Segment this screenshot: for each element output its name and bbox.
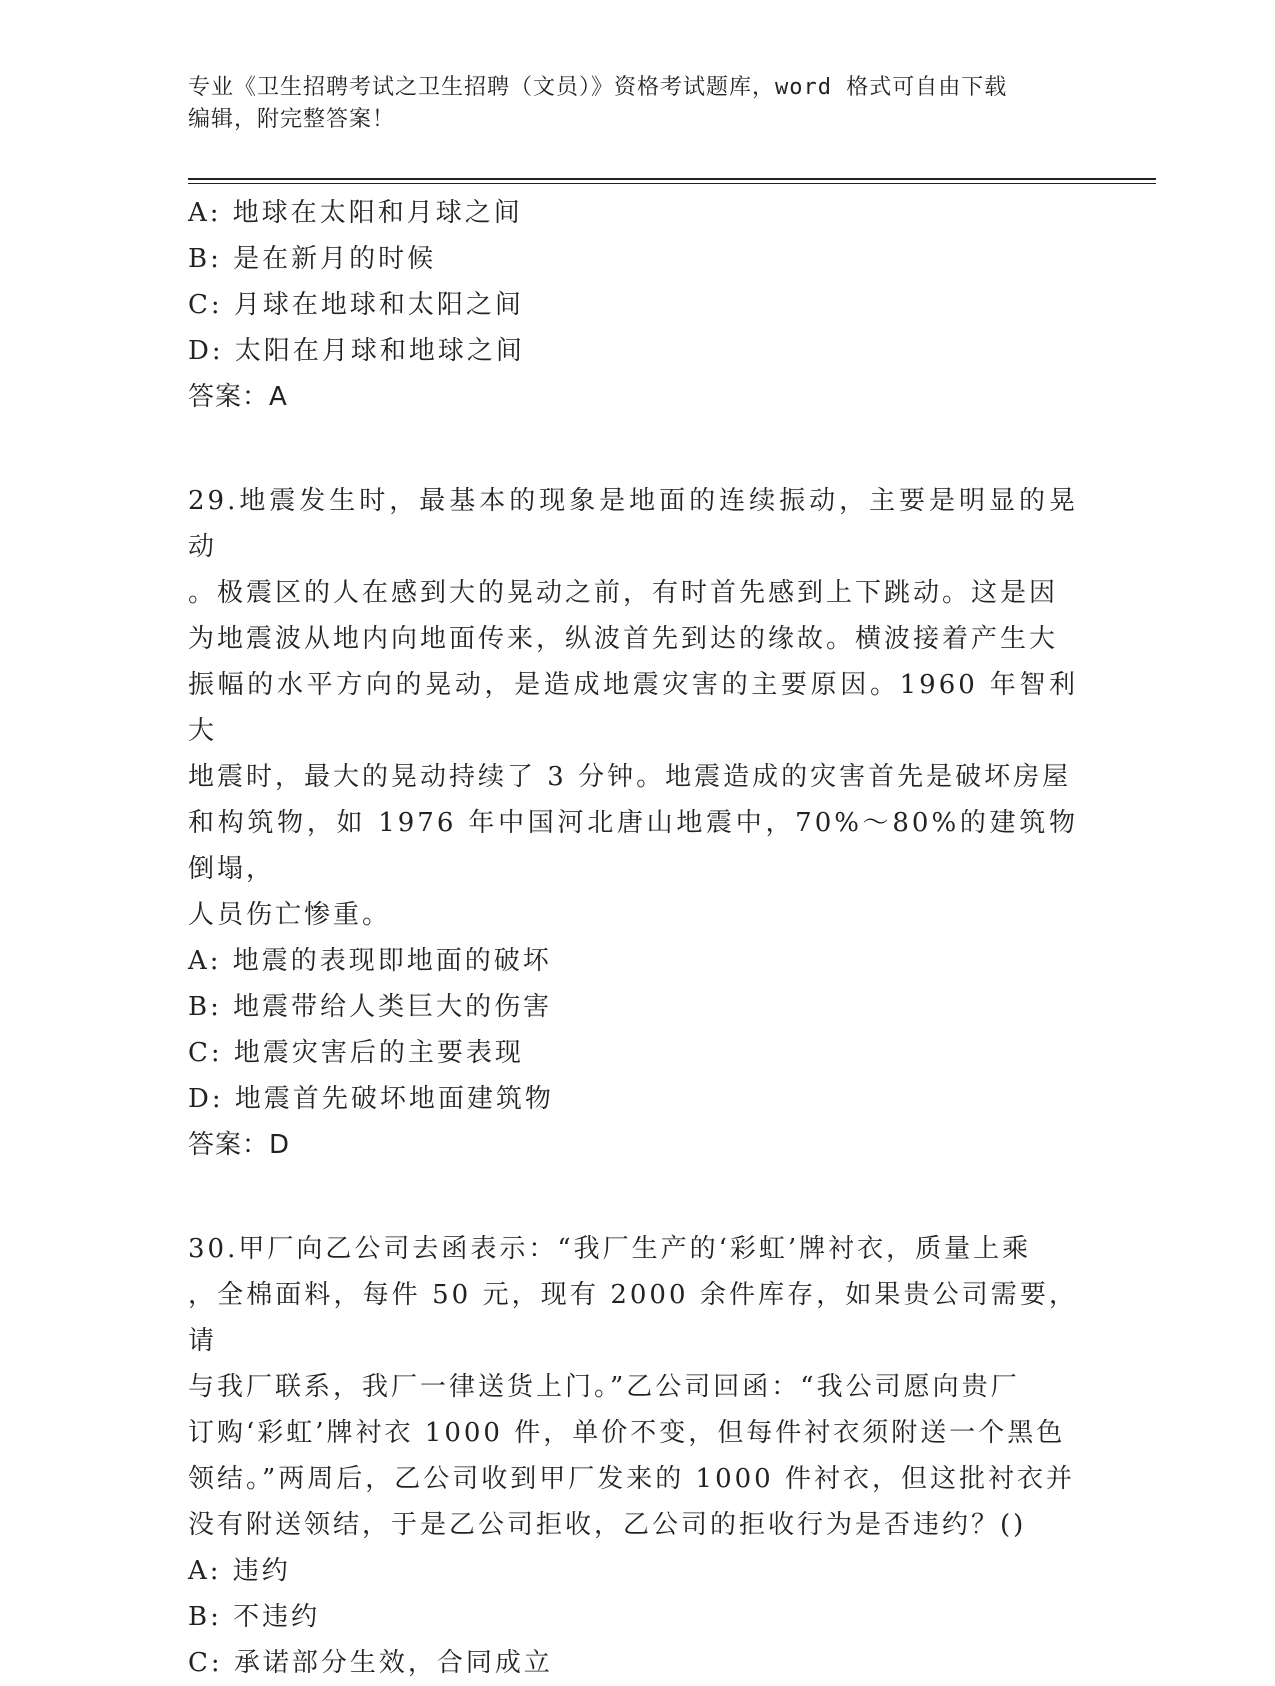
- question-stem: [188, 478, 1078, 938]
- option-c: C: 承诺部分生效，合同成立: [188, 1648, 553, 1678]
- stem-line: 。极震区的人在感到大的晃动之前，有时首先感到上下跳动。这是因: [188, 578, 1059, 608]
- stem-line: 为地震波从地内向地面传来，纵波首先到达的缘故。横波接着产生大: [188, 624, 1059, 654]
- option-a: A: 地球在太阳和月球之间: [188, 198, 523, 228]
- stem-line: 地震时，最大的晃动持续了 3 分钟。地震造成的灾害首先是破坏房屋: [188, 762, 1072, 792]
- document-header: [188, 72, 1068, 136]
- stem-line: 没有附送领结，于是乙公司拒收，乙公司的拒收行为是否违约？(): [188, 1510, 1027, 1540]
- header-line-1: 专业《卫生招聘考试之卫生招聘（文员）》资格考试题库，word 格式可自由下载: [188, 75, 1008, 100]
- stem-line: 29.地震发生时，最基本的现象是地面的连续振动，主要是明显的晃动: [188, 486, 1078, 562]
- option-b: B: 是在新月的时候: [188, 244, 437, 274]
- spacer: [188, 420, 1078, 478]
- answer-line: 答案：D: [188, 1130, 291, 1160]
- spacer: [188, 1168, 1078, 1226]
- question-content: [188, 190, 1078, 1686]
- stem-line: 订购‘彩虹’牌衬衣 1000 件，单价不变，但每件衬衣须附送一个黑色: [188, 1418, 1066, 1448]
- option-a: A: 地震的表现即地面的破坏: [188, 946, 552, 976]
- option-d: D: 太阳在月球和地球之间: [188, 336, 525, 366]
- option-d: D: 地震首先破坏地面建筑物: [188, 1084, 554, 1114]
- stem-line: ，全棉面料，每件 50 元，现有 2000 余件库存，如果贵公司需要，请: [188, 1280, 1078, 1356]
- question-29: [188, 478, 1078, 1168]
- header-divider-thick: [188, 178, 1156, 180]
- option-c: C: 地震灾害后的主要表现: [188, 1038, 524, 1068]
- option-a: A: 违约: [188, 1556, 291, 1586]
- question-28: [188, 190, 1078, 420]
- option-b: B: 不违约: [188, 1602, 321, 1632]
- option-c: C: 月球在地球和太阳之间: [188, 290, 524, 320]
- stem-line: 振幅的水平方向的晃动，是造成地震灾害的主要原因。1960 年智利大: [188, 670, 1078, 746]
- stem-line: 领结。”两周后，乙公司收到甲厂发来的 1000 件衬衣，但这批衬衣并: [188, 1464, 1075, 1494]
- question-30: [188, 1226, 1078, 1686]
- stem-line: 和构筑物，如 1976 年中国河北唐山地震中，70%～80%的建筑物倒塌，: [188, 808, 1078, 884]
- header-divider-thin: [188, 183, 1156, 184]
- option-b: B: 地震带给人类巨大的伤害: [188, 992, 553, 1022]
- stem-line: 与我厂联系，我厂一律送货上门。”乙公司回函：“我公司愿向贵厂: [188, 1372, 1020, 1402]
- stem-line: 人员伤亡惨重。: [188, 900, 392, 930]
- answer-line: 答案：A: [188, 382, 288, 412]
- question-stem: [188, 1226, 1078, 1548]
- stem-line: 30.甲厂向乙公司去函表示：“我厂生产的‘彩虹’牌衬衣，质量上乘: [188, 1234, 1032, 1264]
- header-line-2: 编辑，附完整答案！: [188, 107, 396, 132]
